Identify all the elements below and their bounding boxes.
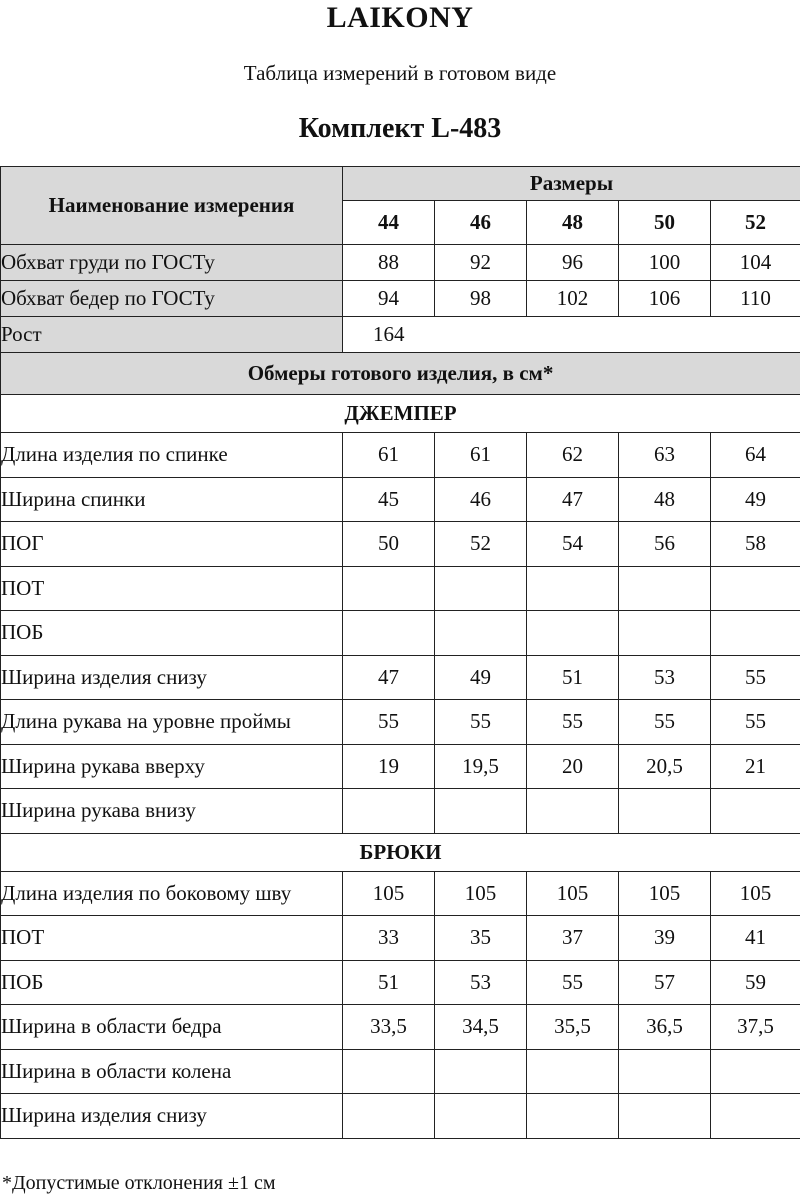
height-row	[1, 317, 800, 353]
cell-value: 20	[527, 744, 619, 789]
table-row	[1, 245, 800, 281]
row-name: Ширина рукава вверху	[1, 744, 343, 789]
table-row	[1, 916, 800, 961]
cell-value	[619, 611, 711, 656]
cell-value: 34,5	[435, 1005, 527, 1050]
cell-value: 102	[527, 281, 619, 317]
row-name: Ширина изделия снизу	[1, 1094, 343, 1139]
cell-value: 33	[343, 916, 435, 961]
cell-value: 53	[435, 960, 527, 1005]
row-name: Обхват бедер по ГОСТу	[1, 281, 343, 317]
row-name: ПОБ	[1, 611, 343, 656]
measurement-name-header: Наименование измерения	[1, 167, 343, 245]
cell-value: 105	[343, 871, 435, 916]
cell-value: 58	[711, 522, 800, 567]
cell-value: 36,5	[619, 1005, 711, 1050]
cell-value: 35	[435, 916, 527, 961]
row-name: Длина изделия по боковому шву	[1, 871, 343, 916]
size-48: 48	[527, 201, 619, 245]
cell-value	[435, 611, 527, 656]
row-name: Обхват груди по ГОСТу	[1, 245, 343, 281]
table-row	[1, 744, 800, 789]
table-row	[1, 960, 800, 1005]
row-name: ПОБ	[1, 960, 343, 1005]
cell-value: 62	[527, 433, 619, 478]
size-table	[0, 166, 800, 1139]
size-46: 46	[435, 201, 527, 245]
cell-value: 88	[343, 245, 435, 281]
cell-value	[435, 566, 527, 611]
row-name: Рост	[1, 317, 343, 353]
table-row	[1, 281, 800, 317]
cell-value: 21	[711, 744, 800, 789]
cell-value	[711, 566, 800, 611]
cell-value: 104	[711, 245, 800, 281]
cell-value	[619, 566, 711, 611]
cell-value	[435, 1049, 527, 1094]
cell-value	[435, 1094, 527, 1139]
row-name: Ширина в области колена	[1, 1049, 343, 1094]
table-row	[1, 566, 800, 611]
cell-value: 55	[711, 655, 800, 700]
header-row	[1, 167, 800, 201]
table-row	[1, 1005, 800, 1050]
cell-value: 57	[619, 960, 711, 1005]
row-name: Ширина спинки	[1, 477, 343, 522]
row-name: ПОТ	[1, 566, 343, 611]
cell-value: 55	[619, 700, 711, 745]
row-name: ПОГ	[1, 522, 343, 567]
size-44: 44	[343, 201, 435, 245]
row-name: Длина рукава на уровне проймы	[1, 700, 343, 745]
table-row	[1, 871, 800, 916]
cell-value	[711, 1094, 800, 1139]
cell-value: 61	[343, 433, 435, 478]
cell-value	[619, 789, 711, 834]
cell-value: 105	[527, 871, 619, 916]
cell-value: 50	[343, 522, 435, 567]
cell-value	[343, 566, 435, 611]
cell-value: 19,5	[435, 744, 527, 789]
cell-value	[619, 1049, 711, 1094]
footnote: *Допустимые отклонения ±1 см	[2, 1172, 276, 1194]
cell-value: 92	[435, 245, 527, 281]
cell-value: 51	[343, 960, 435, 1005]
cell-value: 105	[435, 871, 527, 916]
cell-value: 55	[527, 700, 619, 745]
table-row	[1, 522, 800, 567]
section-row	[1, 833, 800, 871]
height-value: 164	[343, 317, 800, 353]
table-row	[1, 477, 800, 522]
cell-value	[343, 1094, 435, 1139]
cell-value: 94	[343, 281, 435, 317]
cell-value: 55	[343, 700, 435, 745]
table-row	[1, 655, 800, 700]
cell-value: 37,5	[711, 1005, 800, 1050]
cell-value: 19	[343, 744, 435, 789]
cell-value: 96	[527, 245, 619, 281]
cell-value: 54	[527, 522, 619, 567]
cell-value	[343, 611, 435, 656]
row-name: Длина изделия по спинке	[1, 433, 343, 478]
cell-value: 98	[435, 281, 527, 317]
cell-value: 41	[711, 916, 800, 961]
cell-value: 33,5	[343, 1005, 435, 1050]
cell-value: 55	[527, 960, 619, 1005]
cell-value	[711, 1049, 800, 1094]
section-title-trousers: БРЮКИ	[1, 833, 800, 871]
cell-value: 37	[527, 916, 619, 961]
table-row	[1, 433, 800, 478]
cell-value: 105	[711, 871, 800, 916]
cell-value: 47	[527, 477, 619, 522]
cell-value	[343, 1049, 435, 1094]
finished-header-row	[1, 353, 800, 395]
cell-value: 53	[619, 655, 711, 700]
section-title-jumper: ДЖЕМПЕР	[1, 395, 800, 433]
cell-value: 49	[435, 655, 527, 700]
table-row	[1, 611, 800, 656]
finished-measurements-header: Обмеры готового изделия, в см*	[1, 353, 800, 395]
cell-value: 110	[711, 281, 800, 317]
page-subtitle: Таблица измерений в готовом виде	[243, 61, 557, 85]
section-row	[1, 395, 800, 433]
cell-value: 39	[619, 916, 711, 961]
cell-value: 51	[527, 655, 619, 700]
cell-value: 61	[435, 433, 527, 478]
row-name: Ширина в области бедра	[1, 1005, 343, 1050]
cell-value	[343, 789, 435, 834]
table-row	[1, 700, 800, 745]
cell-value: 106	[619, 281, 711, 317]
cell-value	[711, 611, 800, 656]
cell-value	[527, 611, 619, 656]
cell-value	[619, 1094, 711, 1139]
cell-value	[527, 566, 619, 611]
cell-value: 56	[619, 522, 711, 567]
cell-value: 52	[435, 522, 527, 567]
cell-value	[527, 1094, 619, 1139]
cell-value	[527, 789, 619, 834]
cell-value: 59	[711, 960, 800, 1005]
row-name: Ширина изделия снизу	[1, 655, 343, 700]
row-name: ПОТ	[1, 916, 343, 961]
table-row	[1, 1049, 800, 1094]
table-row	[1, 789, 800, 834]
cell-value: 64	[711, 433, 800, 478]
table-row	[1, 1094, 800, 1139]
cell-value: 55	[435, 700, 527, 745]
cell-value: 55	[711, 700, 800, 745]
brand-title: LAIKONY	[326, 1, 474, 34]
cell-value	[527, 1049, 619, 1094]
size-50: 50	[619, 201, 711, 245]
cell-value: 105	[619, 871, 711, 916]
cell-value	[711, 789, 800, 834]
row-name: Ширина рукава внизу	[1, 789, 343, 834]
cell-value: 20,5	[619, 744, 711, 789]
cell-value: 46	[435, 477, 527, 522]
cell-value: 63	[619, 433, 711, 478]
size-52: 52	[711, 201, 800, 245]
cell-value: 49	[711, 477, 800, 522]
cell-value: 100	[619, 245, 711, 281]
cell-value	[435, 789, 527, 834]
cell-value: 48	[619, 477, 711, 522]
sizes-header: Размеры	[343, 167, 800, 201]
cell-value: 35,5	[527, 1005, 619, 1050]
cell-value: 47	[343, 655, 435, 700]
cell-value: 45	[343, 477, 435, 522]
product-title: Комплект L-483	[298, 113, 502, 144]
